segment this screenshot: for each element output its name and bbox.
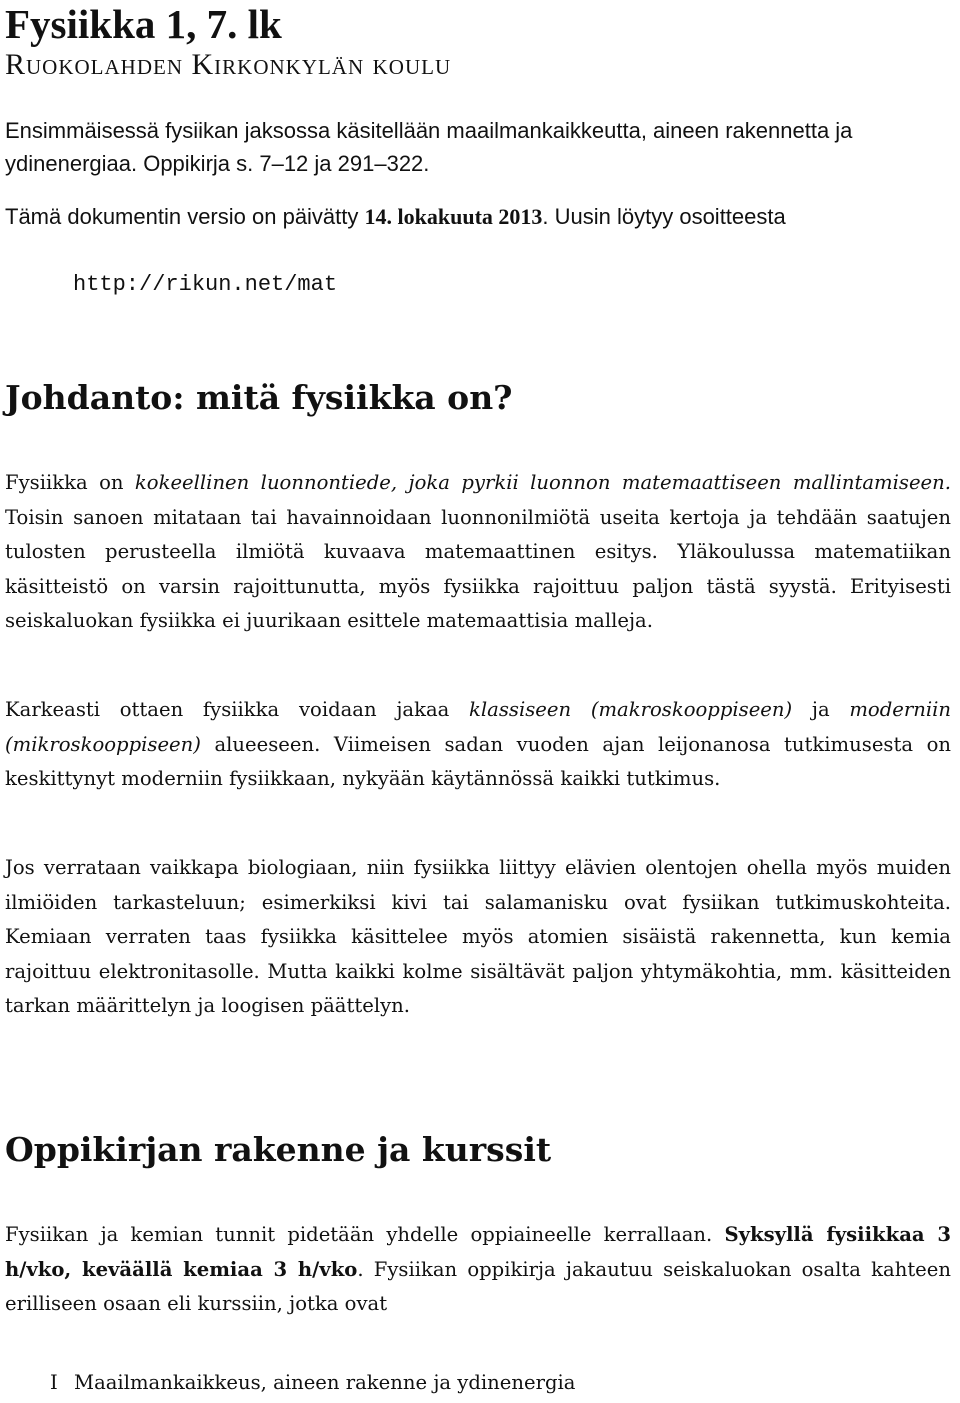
version-text-before: Tämä dokumentin versio on päivätty: [5, 204, 365, 229]
intro-paragraph: Ensimmäisessä fysiikan jaksossa käsitellään maailmankaikkeutta, aineen rakennetta ja ydinenergiaa. Oppikirja s. 7–12 ja 291–322.: [5, 118, 853, 176]
source-url-link[interactable]: http://rikun.net/mat: [73, 272, 338, 297]
classical-emphasis: klassiseen (makroskooppiseen): [469, 698, 793, 721]
school-name: Ruokolahden Kirkonkylän koulu: [5, 48, 452, 81]
definition-emphasis: kokeellinen luonnontiede, joka pyrkii luonnon matemaattiseen mallintamiseen.: [134, 471, 951, 494]
list-item-label: Maailmankaikkeus, aineen rakenne ja ydinenergia: [74, 1371, 576, 1394]
paragraph-classification: [5, 693, 951, 797]
paragraph-rest: . Fysiikan oppikirja jakautuu seiskaluokan osalta kahteen erilliseen osaan eli kurssiin, jotka ovat: [5, 1257, 951, 1315]
paragraph-and: ja: [792, 698, 850, 721]
paragraph-lead: Fysiikka on: [5, 471, 135, 494]
version-text-after: . Uusin löytyy osoitteesta: [542, 204, 786, 229]
paragraph-comparison: Jos verrataan vaikkapa biologiaan, niin fysiikka liittyy elävien olentojen ohella myös muiden ilmiöiden tarkasteluun; esimerkiksi kivi tai salamanisku ovat fysiikan tutkimuskohteita. Kemiaan verraten taas fysiikka käsittelee myös atomien sisäistä rakennetta, kun kemia rajoittuu elektronitasolle. Mutta kaikki kolme sisältävät paljon yhtymäkohtia, mm. käsitteiden tarkan määrittelyn ja loogisen päättelyn.: [5, 856, 951, 1017]
course-list: [50, 1366, 575, 1400]
list-item: [50, 1366, 575, 1400]
schedule-bold: Syksyllä fysiikkaa 3 h/vko, keväällä kemiaa 3 h/vko: [5, 1223, 951, 1281]
list-item-number: I: [50, 1371, 58, 1394]
modern-emphasis: moderniin (mikroskooppiseen): [5, 698, 951, 756]
paragraph-lead: Karkeasti ottaen fysiikka voidaan jakaa: [5, 698, 470, 721]
version-date: 14. lokakuuta 2013: [364, 204, 543, 229]
paragraph-rest: Toisin sanoen mitataan tai havainnoidaan luonnonilmiötä useita kertoja ja tehdään saatujen tulosten perusteella ilmiötä kuvaava matemaattinen esitys. Yläkoulussa matematiikan käsitteistö on varsin rajoittunutta, myös fysiikka rajoittuu paljon tästä syystä. Erityisesti seiskaluokan fysiikka ei juurikaan esittele matemaattisia malleja.: [5, 505, 951, 632]
document-title: Fysiikka 1, 7. lk: [5, 1, 282, 47]
version-line: [5, 200, 786, 233]
paragraph-definition: [5, 466, 951, 639]
paragraph-rest: alueeseen. Viimeisen sadan vuoden ajan leijonanosa tutkimusesta on keskittynyt moderniin fysiikkaan, nykyään käytännössä kaikki tutkimus.: [5, 732, 951, 790]
paragraph-lessons: [5, 1218, 951, 1322]
section-heading-textbook: Oppikirjan rakenne ja kurssit: [5, 1130, 552, 1169]
paragraph-lead: Fysiikan ja kemian tunnit pidetään yhdelle oppiaineelle kerrallaan.: [5, 1223, 725, 1246]
section-heading-introduction: Johdanto: mitä fysiikka on?: [5, 378, 513, 417]
